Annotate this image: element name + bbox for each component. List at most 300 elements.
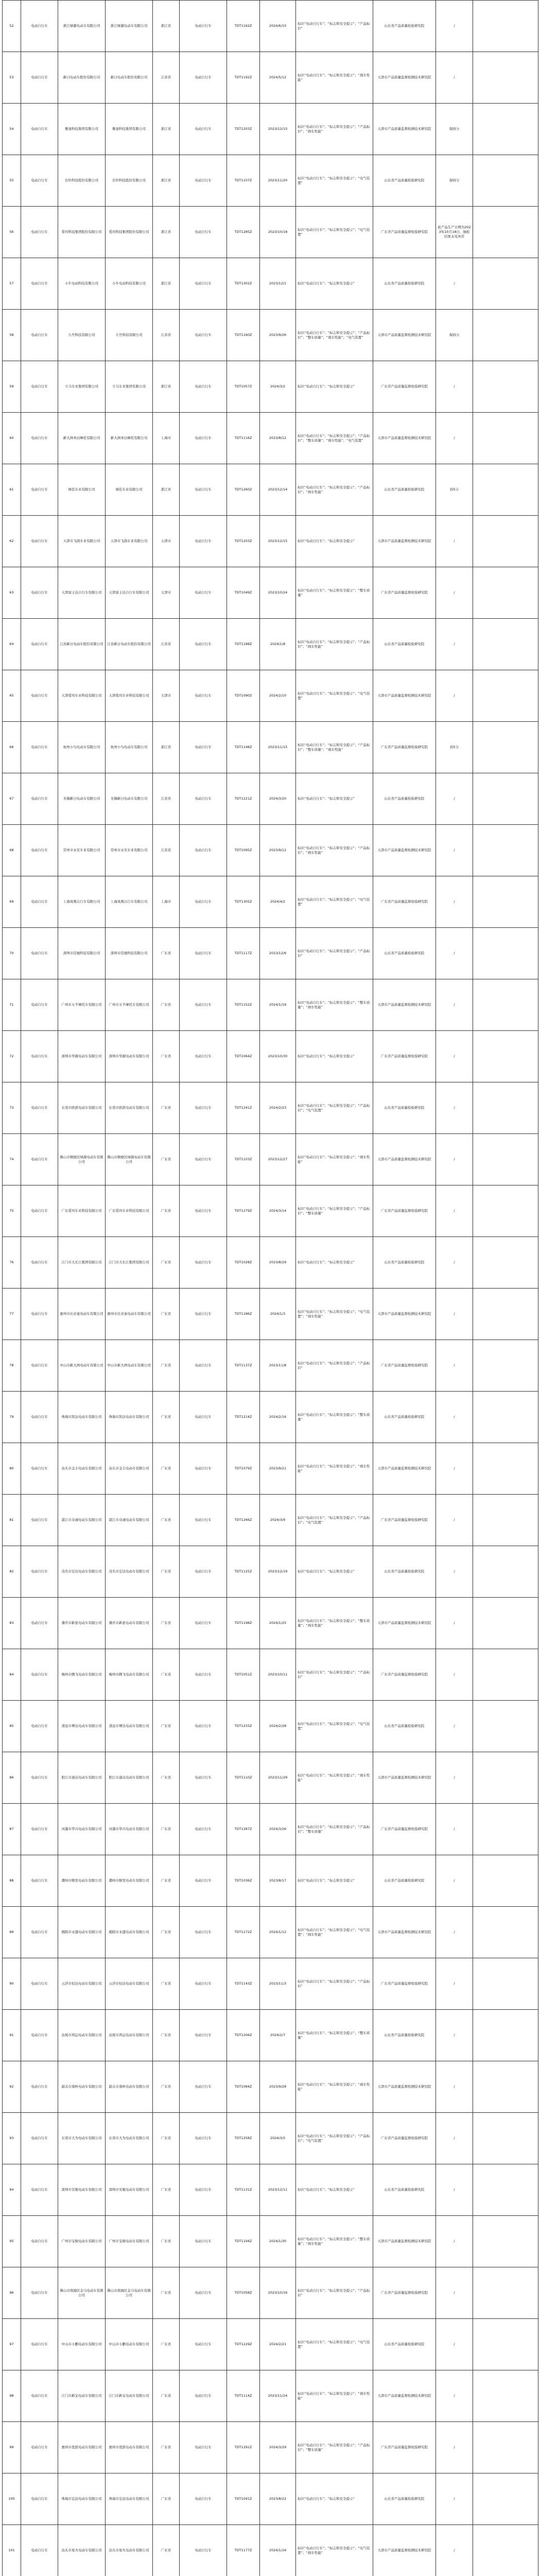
cell-no: 71 — [3, 979, 21, 1031]
cell-cat: 电动自行车 — [21, 361, 58, 413]
cell-note: / — [436, 1185, 473, 1237]
cell-no: 78 — [3, 1340, 21, 1392]
cell-model: TDT1192Z — [227, 52, 260, 104]
cell-date: 2023/12/15 — [260, 104, 296, 155]
cell-item: 标识“电动自行车”；“标志和安全提示” — [296, 1855, 373, 1907]
cell-prov: 广东省 — [153, 1752, 180, 1804]
cell-maker: 惠州市优派电动车有限公司 — [106, 2422, 153, 2473]
cell-no: 83 — [3, 1598, 21, 1649]
cell-date: 2023/9/26 — [260, 310, 296, 361]
cell-type: 电动自行车 — [180, 2370, 227, 2422]
cell-no: 53 — [3, 52, 21, 104]
cell-note: / — [436, 361, 473, 413]
cell-date: 2023/12/15 — [260, 516, 296, 567]
cell-name: 九号科技有限公司 — [58, 310, 106, 361]
cell-note: 此产品生产日期为2023年10月18日，抽检结果未见异常 — [436, 207, 473, 258]
cell-item: 标识“电动自行车”；“标志和安全提示”；“产品标识” — [296, 1958, 373, 2010]
cell-prov: 广东省 — [153, 1289, 180, 1340]
cell-prov: 浙江省 — [153, 464, 180, 516]
cell-item: 标识“电动自行车”；“标志和安全提示”；“产品标识”；“整车质量”；“刹车性能”；“电气装置” — [296, 413, 373, 464]
cell-agency: 天津市产品质量监督检测技术研究院 — [373, 516, 436, 567]
cell-prov: 广东省 — [153, 2267, 180, 2319]
cell-no: 97 — [3, 2319, 21, 2370]
cell-date: 2023/8/12 — [260, 413, 296, 464]
cell-note: / — [436, 1340, 473, 1392]
cell-type: 电动自行车 — [180, 773, 227, 825]
cell-blank — [473, 1134, 538, 1185]
cell-date: 2023/8/22 — [260, 2473, 296, 2525]
cell-item: 标识“电动自行车”；“标志和安全提示” — [296, 361, 373, 413]
cell-date: 2023/8/17 — [260, 1855, 296, 1907]
cell-item: 标识“电动自行车”；“标志和安全提示”；“整车质量”；“刹车性能” — [296, 2216, 373, 2267]
cell-model: TDT1117Z — [227, 928, 260, 979]
cell-note: / — [436, 2061, 473, 2113]
cell-agency: 广东省产品质量监督检验研究院 — [373, 1185, 436, 1237]
cell-maker: 无锡新日电动车有限公司 — [106, 773, 153, 825]
cell-cat: 电动自行车 — [21, 2113, 58, 2164]
cell-note: / — [436, 1701, 473, 1752]
table-row — [3, 1752, 538, 1804]
cell-cat: 电动自行车 — [21, 1701, 58, 1752]
table-row — [3, 2164, 538, 2216]
cell-maker: 东莞市大为电动车有限公司 — [106, 2113, 153, 2164]
cell-no: 68 — [3, 825, 21, 876]
cell-type: 电动自行车 — [180, 2267, 227, 2319]
cell-item: 标识“电动自行车”；“标志和安全提示”；“电气装置” — [296, 1701, 373, 1752]
cell-no: 95 — [3, 2216, 21, 2267]
cell-item: 标识“电动自行车”；“标志和安全提示” — [296, 2473, 373, 2525]
cell-blank — [473, 2422, 538, 2473]
cell-note: / — [436, 567, 473, 619]
cell-prov: 广东省 — [153, 1495, 180, 1546]
cell-cat: 电动自行车 — [21, 1907, 58, 1958]
cell-date: 2024/2/28 — [260, 1701, 296, 1752]
table-row — [3, 104, 538, 155]
cell-prov: 江苏省 — [153, 773, 180, 825]
cell-agency: 山东省产品质量检验研究院 — [373, 928, 436, 979]
cell-type: 电动自行车 — [180, 670, 227, 722]
cell-type: 电动自行车 — [180, 876, 227, 928]
cell-agency: 天津市产品质量监督检测技术研究院 — [373, 1134, 436, 1185]
table-row — [3, 2525, 538, 2576]
cell-cat: 电动自行车 — [21, 258, 58, 310]
cell-agency: 广东省产品质量监督检验研究院 — [373, 1804, 436, 1855]
cell-name: 立马车业集团有限公司 — [58, 361, 106, 413]
table-row — [3, 876, 538, 928]
cell-prov: 广东省 — [153, 1237, 180, 1289]
cell-date: 2023/9/21 — [260, 1443, 296, 1495]
cell-blank — [473, 52, 538, 104]
cell-name: 汕尾市鸿运电动车有限公司 — [58, 2010, 106, 2061]
cell-name: 东莞市欧派电动车有限公司 — [58, 1082, 106, 1134]
cell-blank — [473, 2473, 538, 2525]
cell-type: 电动自行车 — [180, 464, 227, 516]
cell-item: 标识“电动自行车”；“标志和安全提示”；“产品标识”；“刹车性能” — [296, 825, 373, 876]
cell-blank — [473, 2164, 538, 2216]
cell-cat: 电动自行车 — [21, 207, 58, 258]
cell-blank — [473, 516, 538, 567]
cell-no: 96 — [3, 2267, 21, 2319]
cell-maker: 雅迪科技集团有限公司 — [106, 104, 153, 155]
cell-maker: 台铃科技股份有限公司 — [106, 155, 153, 207]
cell-agency: 山东省产品质量检验研究院 — [373, 2164, 436, 2216]
cell-blank — [473, 1237, 538, 1289]
cell-item: 标识“电动自行车”；“标志和安全提示”；“产品标识” — [296, 1649, 373, 1701]
cell-cat: 电动自行车 — [21, 1134, 58, 1185]
cell-type: 电动自行车 — [180, 1907, 227, 1958]
cell-item: 标识“电动自行车”；“标志和安全提示”；“电气装置” — [296, 207, 373, 258]
cell-maker: 上海凤凰自行车有限公司 — [106, 876, 153, 928]
cell-name: 珠海市凯达电动车有限公司 — [58, 1392, 106, 1443]
cell-no: 85 — [3, 1701, 21, 1752]
cell-name: 广州市宝骏电动车有限公司 — [58, 2216, 106, 2267]
cell-item: 标识“电动自行车”；“标志和安全提示”；“产品标识”；“整车质量”；“刹车性能” — [296, 722, 373, 773]
cell-name: 天津市飞鸽车业有限公司 — [58, 516, 106, 567]
cell-type: 电动自行车 — [180, 1649, 227, 1701]
cell-name: 河源市华兴电动车有限公司 — [58, 1804, 106, 1855]
cell-name: 中山市小鹏电动车有限公司 — [58, 2319, 106, 2370]
cell-cat: 电动自行车 — [21, 1804, 58, 1855]
cell-agency: 广东省产品质量监督检验研究院 — [373, 1031, 436, 1082]
cell-date: 2023/10/30 — [260, 1031, 296, 1082]
cell-date: 2023/11/20 — [260, 155, 296, 207]
cell-type: 电动自行车 — [180, 619, 227, 670]
table-row — [3, 2061, 538, 2113]
cell-model: TDT1291Z — [227, 2422, 260, 2473]
cell-note: / — [436, 876, 473, 928]
cell-blank — [473, 258, 538, 310]
cell-date: 2024/3/2 — [260, 361, 296, 413]
cell-agency: 天津市产品质量监督检测技术研究院 — [373, 310, 436, 361]
cell-cat: 电动自行车 — [21, 310, 58, 361]
cell-note: / — [436, 2370, 473, 2422]
cell-agency: 天津市产品质量监督检测技术研究院 — [373, 670, 436, 722]
table-row — [3, 1031, 538, 1082]
cell-model: TDT1152Z — [227, 979, 260, 1031]
cell-agency: 山东省产品质量检验研究院 — [373, 773, 436, 825]
cell-item: 标识“电动自行车”；“标志和安全提示”；“整车质量” — [296, 1392, 373, 1443]
cell-cat: 电动自行车 — [21, 2216, 58, 2267]
cell-cat: 电动自行车 — [21, 1958, 58, 2010]
cell-model: TDT1084Z — [227, 2061, 260, 2113]
cell-prov: 广东省 — [153, 1855, 180, 1907]
cell-date: 2023/9/12 — [260, 825, 296, 876]
cell-date: 2024/1/3 — [260, 1289, 296, 1340]
cell-model: TDT1110Z — [227, 1752, 260, 1804]
cell-agency: 广东省产品质量监督检验研究院 — [373, 2113, 436, 2164]
cell-cat: 电动自行车 — [21, 2422, 58, 2473]
cell-model: TDT1241Z — [227, 1082, 260, 1134]
cell-blank — [473, 1598, 538, 1649]
cell-item: 标识“电动自行车”；“标志和安全提示” — [296, 516, 373, 567]
cell-name: 雅迪科技集团有限公司 — [58, 104, 106, 155]
cell-item: 标识“电动自行车”；“标志和安全提示”；“电气装置”；“刹车性能” — [296, 1907, 373, 1958]
cell-agency: 山东省产品质量检验研究院 — [373, 258, 436, 310]
cell-note: / — [436, 670, 473, 722]
cell-model: TDT1041Z — [227, 2473, 260, 2525]
cell-agency: 广东省产品质量监督检验研究院 — [373, 1340, 436, 1392]
cell-date: 2024/3/9 — [260, 1495, 296, 1546]
cell-model: TDT1221Z — [227, 773, 260, 825]
cell-name: 揭阳市永盛电动车有限公司 — [58, 1907, 106, 1958]
cell-type: 电动自行车 — [180, 1340, 227, 1392]
cell-blank — [473, 979, 538, 1031]
cell-cat: 电动自行车 — [21, 1185, 58, 1237]
cell-prov: 广东省 — [153, 1443, 180, 1495]
cell-no: 82 — [3, 1546, 21, 1598]
cell-prov: 广东省 — [153, 1546, 180, 1598]
cell-model: TDT1203Z — [227, 516, 260, 567]
cell-blank — [473, 1, 538, 52]
cell-no: 63 — [3, 567, 21, 619]
table-row — [3, 722, 538, 773]
cell-prov: 广东省 — [153, 928, 180, 979]
cell-prov: 广东省 — [153, 2525, 180, 2576]
cell-date: 2024/2/10 — [260, 670, 296, 722]
cell-blank — [473, 1958, 538, 2010]
cell-cat: 电动自行车 — [21, 2319, 58, 2370]
table-row — [3, 2473, 538, 2525]
cell-date: 2024/1/19 — [260, 979, 296, 1031]
cell-date: 2023/9/28 — [260, 2061, 296, 2113]
cell-item: 标识“电动自行车”；“标志和安全提示”；“产品标识”；“刹车性能” — [296, 464, 373, 516]
cell-name: 台铃科技股份有限公司 — [58, 155, 106, 207]
cell-note: 保持分 — [436, 104, 473, 155]
cell-item: 标识“电动自行车”；“标志和安全提示”；“电气装置” — [296, 155, 373, 207]
cell-agency: 天津市产品质量监督检测技术研究院 — [373, 2216, 436, 2267]
cell-note: / — [436, 1443, 473, 1495]
cell-name: 天津爱玛车业科技有限公司 — [58, 670, 106, 722]
cell-name: 常州市永安车业有限公司 — [58, 825, 106, 876]
cell-agency: 广东省产品质量监督检验研究院 — [373, 2422, 436, 2473]
cell-model: TDT1203Z — [227, 104, 260, 155]
cell-prov: 浙江省 — [153, 1, 180, 52]
cell-cat: 电动自行车 — [21, 1289, 58, 1340]
cell-name: 广州市五羊摩托车有限公司 — [58, 979, 106, 1031]
table-row — [3, 2422, 538, 2473]
table-row — [3, 670, 538, 722]
cell-maker: 浙江绿源电动车有限公司 — [106, 1, 153, 52]
cell-agency: 山东省产品质量检验研究院 — [373, 1546, 436, 1598]
cell-blank — [473, 2525, 538, 2576]
cell-type: 电动自行车 — [180, 1289, 227, 1340]
cell-maker: 韶关市南岭电动车有限公司 — [106, 2061, 153, 2113]
table-row — [3, 1392, 538, 1443]
cell-type: 电动自行车 — [180, 1804, 227, 1855]
cell-note: / — [436, 1855, 473, 1907]
cell-name: 深圳市安驰电动车有限公司 — [58, 2164, 106, 2216]
cell-prov: 广东省 — [153, 2113, 180, 2164]
cell-blank — [473, 2061, 538, 2113]
cell-note: / — [436, 2267, 473, 2319]
cell-maker: 天津爱玛车业科技有限公司 — [106, 670, 153, 722]
cell-type: 电动自行车 — [180, 207, 227, 258]
cell-maker: 小牛电动科技有限公司 — [106, 258, 153, 310]
cell-prov: 广东省 — [153, 1907, 180, 1958]
cell-name: 江门市大长江集团有限公司 — [58, 1237, 106, 1289]
table-row — [3, 619, 538, 670]
cell-cat: 电动自行车 — [21, 876, 58, 928]
cell-date: 2023/11/8 — [260, 1340, 296, 1392]
cell-cat: 电动自行车 — [21, 413, 58, 464]
cell-cat: 电动自行车 — [21, 1237, 58, 1289]
cell-prov: 江苏省 — [153, 825, 180, 876]
cell-prov: 浙江省 — [153, 258, 180, 310]
cell-type: 电动自行车 — [180, 1, 227, 52]
cell-prov: 广东省 — [153, 2216, 180, 2267]
cell-date: 2024/2/21 — [260, 2319, 296, 2370]
cell-agency: 广东省产品质量监督检验研究院 — [373, 567, 436, 619]
cell-name: 江苏新日电动车股份有限公司 — [58, 619, 106, 670]
cell-agency: 天津市产品质量监督检测技术研究院 — [373, 1289, 436, 1340]
cell-maker: 九号科技有限公司 — [106, 310, 153, 361]
cell-type: 电动自行车 — [180, 2216, 227, 2267]
cell-prov: 天津市 — [153, 670, 180, 722]
cell-model: TDT1079Z — [227, 1443, 260, 1495]
cell-date: 2023/8/29 — [260, 1237, 296, 1289]
cell-type: 电动自行车 — [180, 722, 227, 773]
cell-maker: 广州市五羊摩托车有限公司 — [106, 979, 153, 1031]
cell-no: 88 — [3, 1855, 21, 1907]
cell-item: 标识“电动自行车”；“标志和安全提示”；“产品标识” — [296, 2267, 373, 2319]
cell-name: 新日电动车股份有限公司 — [58, 52, 106, 104]
cell-model: TDT1028Z — [227, 1237, 260, 1289]
cell-prov: 广东省 — [153, 2473, 180, 2525]
table-row — [3, 1340, 538, 1392]
cell-date: 2023/11/15 — [260, 722, 296, 773]
cell-model: TDT1233Z — [227, 1701, 260, 1752]
cell-no: 59 — [3, 361, 21, 413]
cell-note: / — [436, 1598, 473, 1649]
cell-cat: 电动自行车 — [21, 1649, 58, 1701]
cell-name: 深圳市佳驰科技有限公司 — [58, 928, 106, 979]
cell-cat: 电动自行车 — [21, 1392, 58, 1443]
cell-note: / — [436, 979, 473, 1031]
cell-maker: 东莞市欧派电动车有限公司 — [106, 1082, 153, 1134]
cell-name: 小牛电动科技有限公司 — [58, 258, 106, 310]
cell-cat: 电动自行车 — [21, 104, 58, 155]
cell-blank — [473, 928, 538, 979]
cell-maker: 汕头市星火电动车有限公司 — [106, 2525, 153, 2576]
table-row — [3, 1237, 538, 1289]
cell-name: 杭州小鸟电动车有限公司 — [58, 722, 106, 773]
cell-model: TDT1148Z — [227, 722, 260, 773]
cell-note: / — [436, 413, 473, 464]
cell-cat: 电动自行车 — [21, 2267, 58, 2319]
cell-no: 52 — [3, 1, 21, 52]
cell-item: 标识“电动自行车”；“标志和安全提示”；“产品标识” — [296, 928, 373, 979]
cell-no: 101 — [3, 2525, 21, 2576]
cell-no: 87 — [3, 1804, 21, 1855]
cell-name: 广东爱玛车业科技有限公司 — [58, 1185, 106, 1237]
cell-no: 77 — [3, 1289, 21, 1340]
cell-blank — [473, 773, 538, 825]
cell-note: / — [436, 773, 473, 825]
cell-item: 标识“电动自行车”；“标志和安全提示”；“刹车性能” — [296, 2061, 373, 2113]
table-row — [3, 1804, 538, 1855]
cell-date: 2024/3/14 — [260, 1185, 296, 1237]
cell-note: / — [436, 1031, 473, 1082]
cell-name: 中山市新大洲电动车有限公司 — [58, 1340, 106, 1392]
cell-item: 标识“电动自行车”；“标志和安全提示” — [296, 1031, 373, 1082]
cell-maker: 常州市永安车业有限公司 — [106, 825, 153, 876]
cell-maker: 深圳市安驰电动车有限公司 — [106, 2164, 153, 2216]
cell-cat: 电动自行车 — [21, 2164, 58, 2216]
table-row — [3, 361, 538, 413]
cell-date: 2024/2/23 — [260, 1082, 296, 1134]
cell-model: TDT1116Z — [227, 413, 260, 464]
cell-model: TDT1103Z — [227, 1134, 260, 1185]
cell-maker: 肇庆市新星电动车有限公司 — [106, 1598, 153, 1649]
cell-prov: 广东省 — [153, 1804, 180, 1855]
cell-type: 电动自行车 — [180, 2061, 227, 2113]
cell-cat: 电动自行车 — [21, 516, 58, 567]
cell-note: / — [436, 1907, 473, 1958]
cell-model: TDT1036Z — [227, 1855, 260, 1907]
cell-agency: 山东省产品质量检验研究院 — [373, 1237, 436, 1289]
cell-note: / — [436, 2216, 473, 2267]
table-row — [3, 1134, 538, 1185]
table-row — [3, 979, 538, 1031]
cell-agency: 天津市产品质量监督检测技术研究院 — [373, 2525, 436, 2576]
cell-name: 潮州市顺发电动车有限公司 — [58, 1855, 106, 1907]
cell-no: 75 — [3, 1185, 21, 1237]
cell-blank — [473, 1443, 538, 1495]
table-row — [3, 567, 538, 619]
cell-item: 标识“电动自行车”；“标志和安全提示”；“电气装置”；“刹车性能” — [296, 1289, 373, 1340]
cell-prov: 广东省 — [153, 1598, 180, 1649]
table-row — [3, 1598, 538, 1649]
cell-item: 标识“电动自行车”；“标志和安全提示”；“刹车性能” — [296, 1752, 373, 1804]
cell-no: 62 — [3, 516, 21, 567]
table-body — [3, 1, 538, 2576]
cell-no: 100 — [3, 2473, 21, 2525]
cell-item: 标识“电动自行车”；“标志和安全提示”；“产品标识” — [296, 1340, 373, 1392]
table-row — [3, 1082, 538, 1134]
table-row — [3, 2216, 538, 2267]
cell-item: 标识“电动自行车”；“标志和安全提示”；“电气装置” — [296, 670, 373, 722]
cell-item: 标识“电动自行车”；“标志和安全提示”；“刹车性能” — [296, 1134, 373, 1185]
cell-note: 保持分 — [436, 155, 473, 207]
cell-blank — [473, 619, 538, 670]
cell-maker: 江门市大长江集团有限公司 — [106, 1237, 153, 1289]
cell-maker: 梅州市腾飞电动车有限公司 — [106, 1649, 153, 1701]
cell-maker: 佛山市南海区金马电动车有限公司 — [106, 2267, 153, 2319]
cell-model: TDT1198Z — [227, 1598, 260, 1649]
cell-date: 2023/12/14 — [260, 464, 296, 516]
cell-maker: 茂名市宏达电动车有限公司 — [106, 1546, 153, 1598]
cell-agency: 广东省产品质量监督检验研究院 — [373, 207, 436, 258]
cell-maker: 清远市博达电动车有限公司 — [106, 1701, 153, 1752]
cell-model: TDT1279Z — [227, 1185, 260, 1237]
cell-item: 标识“电动自行车”；“标志和安全提示”；“产品标识”；“电气装置” — [296, 1495, 373, 1546]
cell-maker: 中山市新大洲电动车有限公司 — [106, 1340, 153, 1392]
cell-maker: 阳江市通达电动车有限公司 — [106, 1752, 153, 1804]
cell-agency: 广东省产品质量监督检验研究院 — [373, 1495, 436, 1546]
cell-cat: 电动自行车 — [21, 2525, 58, 2576]
cell-maker: 天津市飞鸽车业有限公司 — [106, 516, 153, 567]
cell-name: 天津富士达自行车有限公司 — [58, 567, 106, 619]
cell-type: 电动自行车 — [180, 2010, 227, 2061]
cell-note: 扣5分 — [436, 464, 473, 516]
cell-prov: 广东省 — [153, 1082, 180, 1134]
cell-maker: 中山市小鹏电动车有限公司 — [106, 2319, 153, 2370]
cell-blank — [473, 2319, 538, 2370]
table-row — [3, 1, 538, 52]
cell-no: 64 — [3, 619, 21, 670]
cell-date: 2024/1/30 — [260, 2216, 296, 2267]
table-row — [3, 928, 538, 979]
